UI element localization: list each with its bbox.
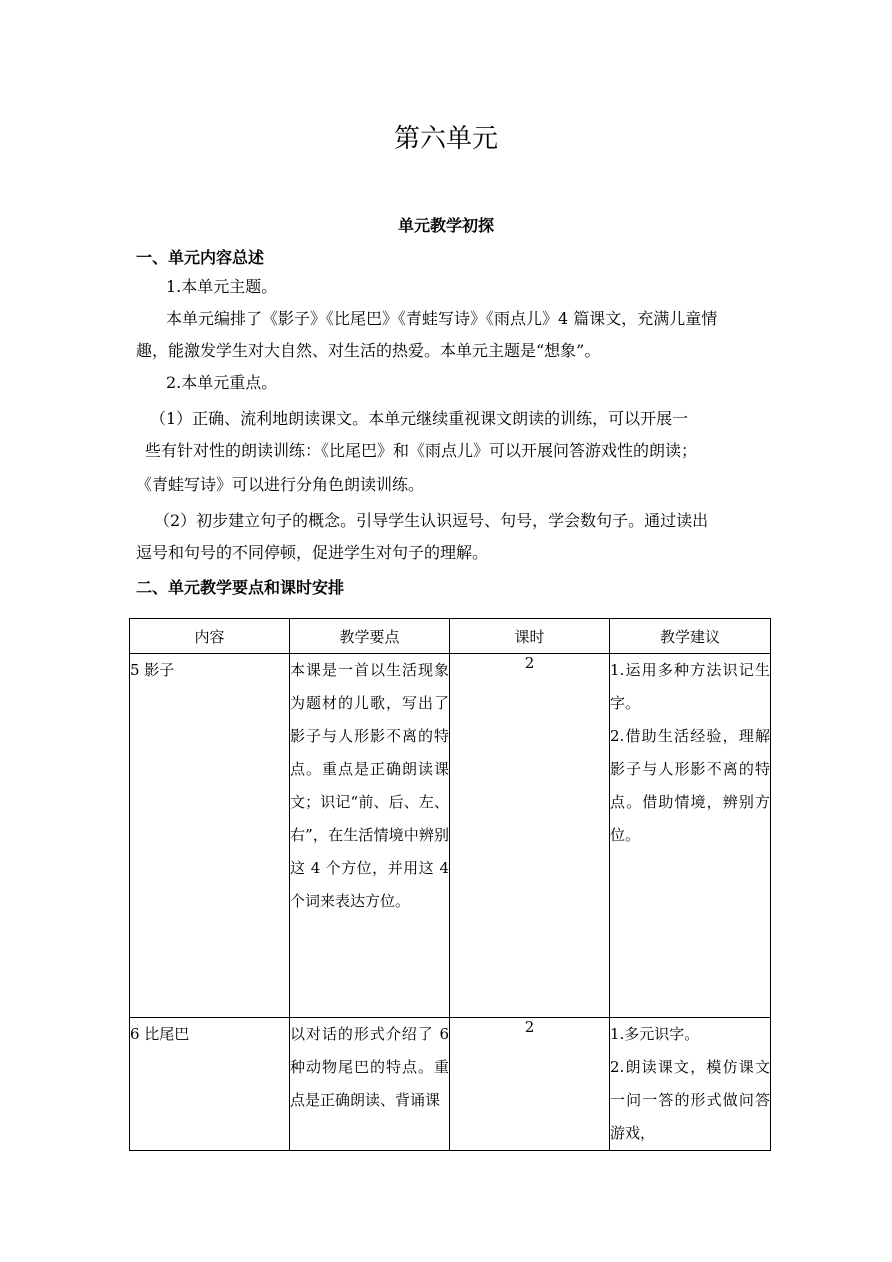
cell-points: 本课是一首以生活现象为题材的儿歌，写出了影子与人形影不离的特点。重点是正确朗读课文；识记“前、后、左、右”，在生活情境中辨别这 4 个方位，并用这 4 个词来表达方位。 (290, 654, 450, 1018)
table-row (130, 654, 771, 1018)
cell-content: 6 比尾巴 (130, 1018, 290, 1151)
point-2-line-2: 逗号和句号的不同停顿，促进学生对句子的理解。 (136, 543, 489, 562)
page-title: 第六单元 (393, 124, 498, 154)
cell-advice (610, 654, 771, 1018)
item-1-heading: 1.本单元主题。 (166, 277, 278, 296)
table-row (130, 1018, 771, 1151)
cell-points: 以对话的形式介绍了 6 种动物尾巴的特点。重点是正确朗读、背诵课 (290, 1018, 450, 1151)
header-points: 教学要点 (290, 619, 450, 654)
point-2-line-1: （2）初步建立句子的概念。引导学生认识逗号、句号，学会数句子。通过读出 (154, 511, 709, 530)
header-hours: 课时 (450, 619, 610, 654)
item-1-line-1: 本单元编排了《影子》《比尾巴》《青蛙写诗》《雨点儿》4 篇课文，充满儿童情 (166, 309, 718, 328)
header-advice: 教学建议 (610, 619, 771, 654)
cell-hours: 2 (450, 654, 610, 1018)
item-1-line-2: 趣，能激发学生对大自然、对生活的热爱。本单元主题是“想象”。 (136, 341, 601, 360)
cell-content: 5 影子 (130, 654, 290, 1018)
advice-item: 2.借助生活经验，理解影子与人形影不离的特点。借助情境，辨别方位。 (610, 727, 770, 844)
section-heading-1: 一、单元内容总述 (136, 248, 265, 267)
advice-item: 1.运用多种方法识记生字。 (610, 661, 770, 712)
advice-item: 1.多元识字。 (610, 1025, 700, 1043)
point-1-line-3: 《青蛙写诗》可以进行分角色朗读训练。 (136, 475, 425, 494)
teaching-plan-table (129, 618, 771, 1151)
cell-advice (610, 1018, 771, 1151)
point-1-line-1: （1）正确、流利地朗读课文。本单元继续重视课文朗读的训练，可以开展一 (150, 409, 689, 428)
advice-item: 2.朗读课文，模仿课文一问一答的形式做问答游戏， (610, 1058, 770, 1142)
header-content: 内容 (130, 619, 290, 654)
page-subtitle: 单元教学初探 (397, 216, 494, 235)
point-1-line-2: 些有针对性的朗读训练：《比尾巴》和《雨点儿》可以开展问答游戏性的朗读； (145, 441, 698, 460)
item-2-heading: 2.本单元重点。 (166, 373, 278, 392)
section-heading-2: 二、单元教学要点和课时安排 (136, 578, 345, 597)
cell-hours: 2 (450, 1018, 610, 1151)
table-header-row (130, 619, 771, 654)
